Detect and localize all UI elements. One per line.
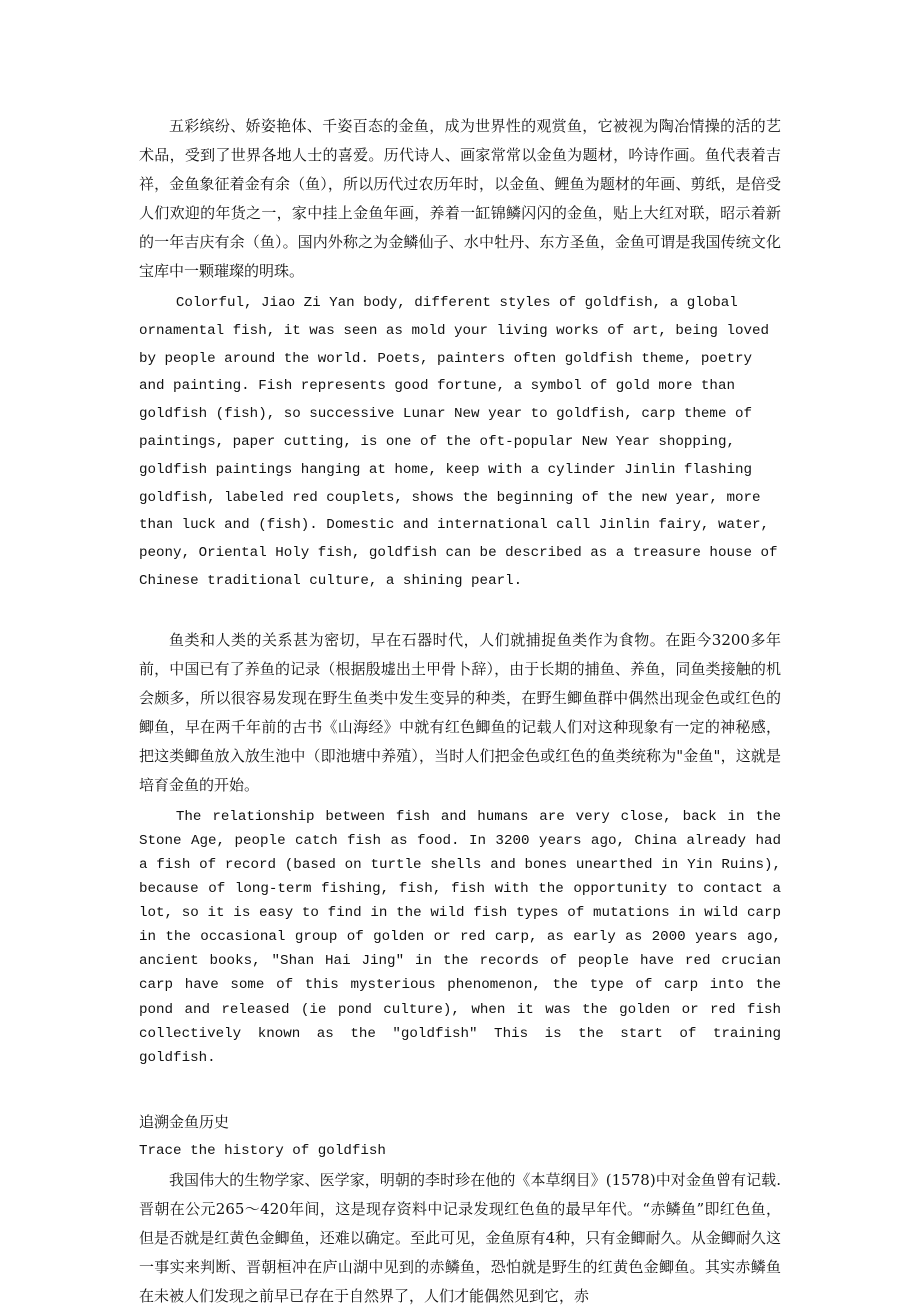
history-heading-chinese: 追溯金鱼历史 bbox=[139, 1112, 230, 1131]
intro-paragraph-chinese: 五彩缤纷、娇姿艳体、千姿百态的金鱼，成为世界性的观赏鱼，它被视为陶冶情操的活的艺术品，受到了世界各地人士的喜爱。历代诗人、画家常常以金鱼为题材，吟诗作画。鱼代表着吉祥，金鱼象征着金有余（鱼），所以历代过农历年时，以金鱼、鲤鱼为题材的年画、剪纸，是倍受人们欢迎的年货之一，家中挂上金鱼年画，养着一缸锦鳞闪闪的金鱼，贴上大红对联，昭示着新的一年吉庆有余（鱼）。国内外称之为金鳞仙子、水中牡丹、东方圣鱼，金鱼可谓是我国传统文化宝库中一颗璀璨的明珠。 bbox=[139, 117, 781, 280]
section-gap bbox=[139, 596, 781, 626]
relationship-paragraph-english: The relationship between fish and humans are very close, back in the Stone Age, people catch fish as food. In 3200 years ago, China already had a fish of record (based on turtle shells and bones unearthed in Yin Ruins), because of long-term fishing, fish, fish with the opportunity to contact a lot, so it is easy to find in the wild fish types of mutations in wild carp in the occasional group of golden or red carp, as early as 2000 years ago, ancient books, "Shan Hai Jing" in the records of people have red crucian carp have some of this mysterious phenomenon, the type of carp into the pond and released (ie pond culture), when it was the golden or red fish collectively known as the "goldfish" This is the start of training goldfish. bbox=[139, 808, 781, 1066]
relationship-paragraph-chinese: 鱼类和人类的关系甚为密切，早在石器时代，人们就捕捉鱼类作为食物。在距今3200多年前，中国已有了养鱼的记录（根据殷墟出土甲骨卜辞），由于长期的捕鱼、养鱼，同鱼类接触的机会颇多，所以很容易发现在野生鱼类中发生变异的种类，在野生鲫鱼群中偶然出现金色或红色的鲫鱼，早在两千年前的古书《山海经》中就有红色鲫鱼的记载人们对这种现象有一定的神秘感，把这类鲫鱼放入放生池中（即池塘中养殖），当时人们把金色或红色的鱼类统称为"金鱼"，这就是培育金鱼的开始。 bbox=[139, 630, 781, 794]
document-page bbox=[139, 112, 781, 1311]
history-heading-english: Trace the history of goldfish bbox=[139, 1142, 386, 1159]
history-paragraph-chinese: 我国伟大的生物学家、医学家，明朝的李时珍在他的《本草纲目》(1578)中对金鱼曾有记载.晋朝在公元265～420年间，这是现存资料中记录发现红色鱼的最早年代。“赤鳞鱼”即红色鱼，但是否就是红黄色金鲫鱼，还难以确定。至此可见，金鱼原有4种，只有金鲫耐久。从金鲫耐久这一事实来判断、晋朝桓冲在庐山湖中见到的赤鳞鱼，恐怕就是野生的红黄色金鲫鱼。其实赤鳞鱼在未被人们发现之前早已存在于自然界了，人们才能偶然见到它，赤 bbox=[139, 1170, 781, 1305]
section-gap bbox=[139, 1070, 781, 1108]
intro-paragraph-english: Colorful, Jiao Zi Yan body, different styles of goldfish, a global ornamental fish, it was seen as mold your living works of art, being loved by people around the world. Poets, painters often goldfish theme, poetry and painting. Fish represents good fortune, a symbol of gold more than goldfish (fish), so successive Lunar New year to goldfish, carp theme of paintings, paper cutting, is one of the oft-popular New Year shopping, goldfish paintings hanging at home, keep with a cylinder Jinlin flashing goldfish, labeled red couplets, shows the beginning of the new year, more than luck and (fish). Domestic and international call Jinlin fairy, water, peony, Oriental Holy fish, goldfish can be described as a treasure house of Chinese traditional culture, a shining pearl. bbox=[139, 295, 778, 589]
